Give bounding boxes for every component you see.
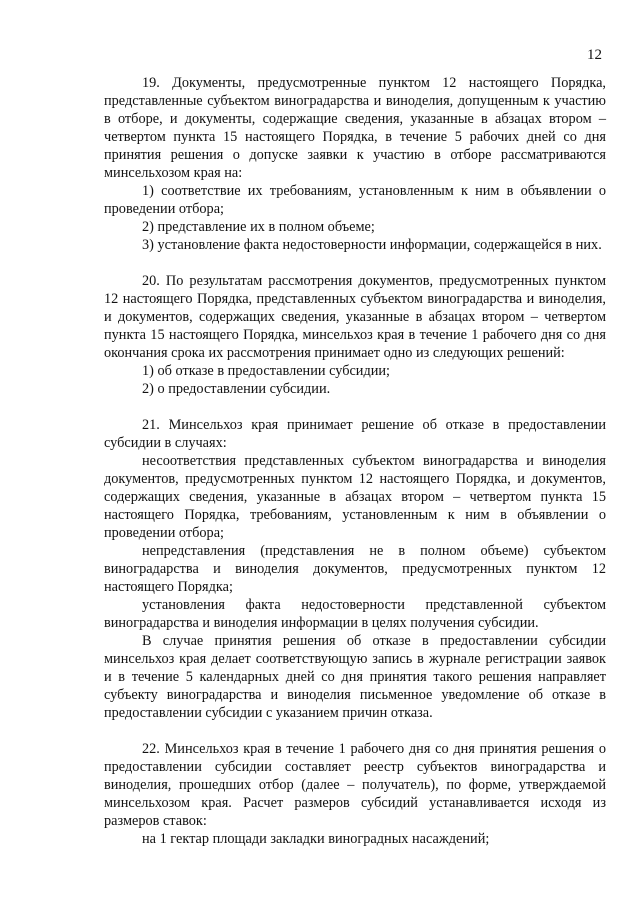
paragraph: 1) соответствие их требованиям, установленным к ним в объявлении о проведении отбора;	[104, 183, 606, 217]
paragraph: 22. Минсельхоз края в течение 1 рабочего дня со дня принятия решения о предоставлении субсидии составляет реестр субъектов виноградарства и виноделия, прошедших отбор (далее – получатель), по форме, утверждаемой минсельхозом края. Расчет размеров субсидий устанавливается исходя из размеров ставок:	[104, 741, 606, 829]
paragraph: 21. Минсельхоз края принимает решение об отказе в предоставлении субсидии в случаях:	[104, 417, 606, 451]
paragraph: В случае принятия решения об отказе в предоставлении субсидии минсельхоз края делает соответствующую запись в журнале регистрации заявок и в течение 5 календарных дней со дня принятия такого решения направляет субъекту виноградарства и виноделия письменное уведомление об отказе в предоставлении субсидии с указанием причин отказа.	[104, 633, 606, 721]
paragraph: 20. По результатам рассмотрения документов, предусмотренных пунктом 12 настоящего Порядка, представленных субъектом виноградарства и виноделия, и документов, содержащих сведения, указанные в абзацах втором – четвертом пункта 15 настоящего Порядка, минсельхоз края в течение 1 рабочего дня со дня окончания срока их рассмотрения принимает одно из следующих решений:	[104, 273, 606, 361]
paragraph: на 1 гектар площади закладки виноградных насаждений;	[142, 831, 490, 847]
page-number: 12	[587, 47, 602, 63]
paragraph: 1) об отказе в предоставлении субсидии;	[142, 363, 391, 379]
document-body	[104, 74, 606, 848]
paragraph: 19. Документы, предусмотренные пунктом 12 настоящего Порядка, представленные субъектом виноградарства и виноделия, допущенным к участию в отборе, и документы, содержащие сведения, указанные в абзацах втором – четвертом пункта 15 настоящего Порядка, в течение 5 рабочих дней со дня принятия решения о допуске заявки к участию в отборе рассматриваются минсельхозом края на:	[104, 75, 606, 181]
paragraph: несоответствия представленных субъектом виноградарства и виноделия документов, предусмотренных пунктом 12 настоящего Порядка, и документов, содержащих сведения, указанные в абзацах втором – четвертом пункта 15 настоящего Порядка, требованиям, установленным к ним в объявлении о проведении отбора;	[104, 453, 606, 541]
paragraph: 3) установление факта недостоверности информации, содержащейся в них.	[142, 237, 602, 253]
paragraph: установления факта недостоверности представленной субъектом виноградарства и виноделия информации в целях получения субсидии.	[104, 597, 606, 631]
paragraph: непредставления (представления не в полном объеме) субъектом виноградарства и виноделия документов, предусмотренных пунктом 12 настоящего Порядка;	[104, 543, 606, 595]
paragraph: 2) о предоставлении субсидии.	[142, 381, 331, 397]
paragraph: 2) представление их в полном объеме;	[142, 219, 375, 235]
